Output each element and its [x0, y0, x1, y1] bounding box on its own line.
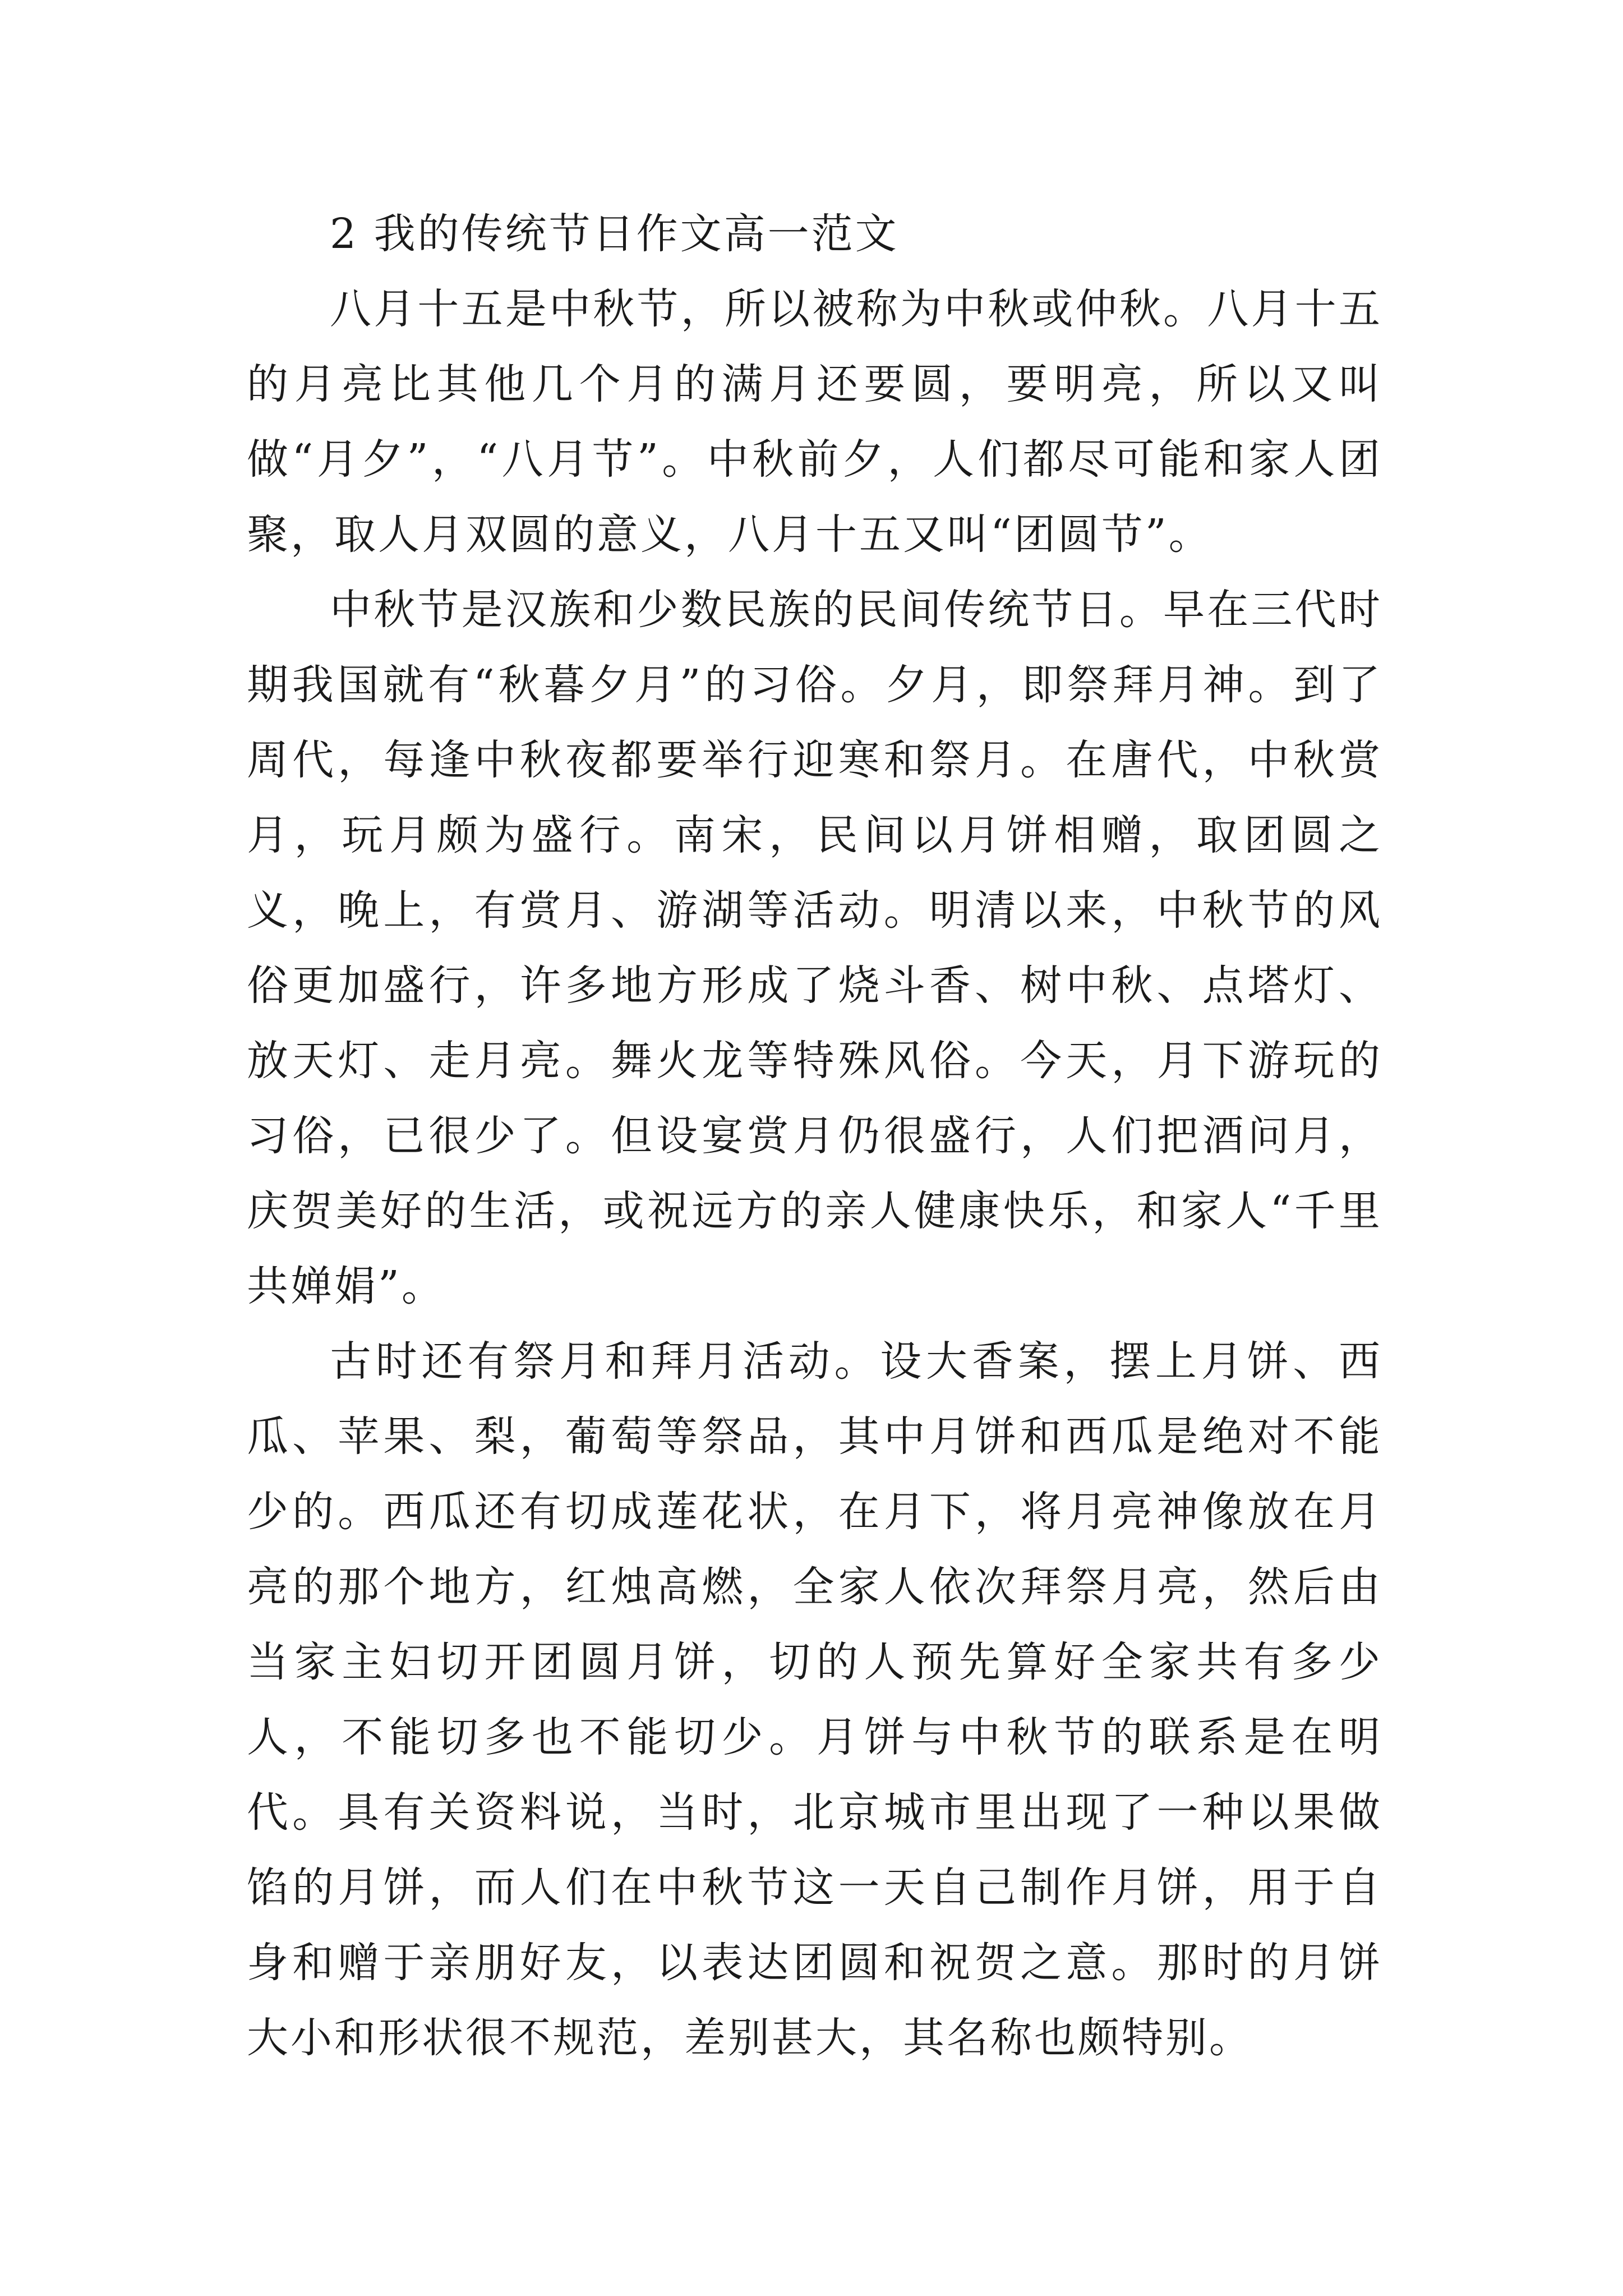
paragraph-2: 中秋节是汉族和少数民族的民间传统节日。早在三代时期我国就有“秋暮夕月”的习俗。夕月，即祭拜月神。到了周代，每逢中秋夜都要举行迎寒和祭月。在唐代，中秋赏月，玩月颇为盛行。南宋，民间以月饼相赠，取团圆之义，晚上，有赏月、游湖等活动。明清以来，中秋节的风俗更加盛行，许多地方形成了烧斗香、树中秋、点塔灯、放天灯、走月亮。舞火龙等特殊风俗。今天，月下游玩的习俗，已很少了。但设宴赏月仍很盛行，人们把酒问月，庆贺美好的生活，或祝远方的亲人健康快乐，和家人“千里共婵娟”。 — [247, 586, 1382, 1310]
paragraph-1: 八月十五是中秋节，所以被称为中秋或仲秋。八月十五的月亮比其他几个月的满月还要圆，要明亮，所以又叫做“月夕”，“八月节”。中秋前夕，人们都尽可能和家人团聚，取人月双圆的意义，八月十五又叫“团圆节”。 — [247, 285, 1382, 559]
paragraph-3: 古时还有祭月和拜月活动。设大香案，摆上月饼、西瓜、苹果、梨，葡萄等祭品，其中月饼和西瓜是绝对不能少的。西瓜还有切成莲花状，在月下，将月亮神像放在月亮的那个地方，红烛高燃，全家人依次拜祭月亮，然后由当家主妇切开团圆月饼，切的人预先算好全家共有多少人，不能切多也不能切少。月饼与中秋节的联系是在明代。具有关资料说，当时，北京城市里出现了一种以果做馅的月饼，而人们在中秋节这一天自己制作月饼，用于自身和赠于亲朋好友，以表达团圆和祝贺之意。那时的月饼大小和形状很不规范，差别甚大，其名称也颇特别。 — [247, 1337, 1382, 2062]
document-title: 2 我的传统节日作文高一范文 — [330, 210, 899, 258]
document-body — [247, 196, 1382, 2076]
